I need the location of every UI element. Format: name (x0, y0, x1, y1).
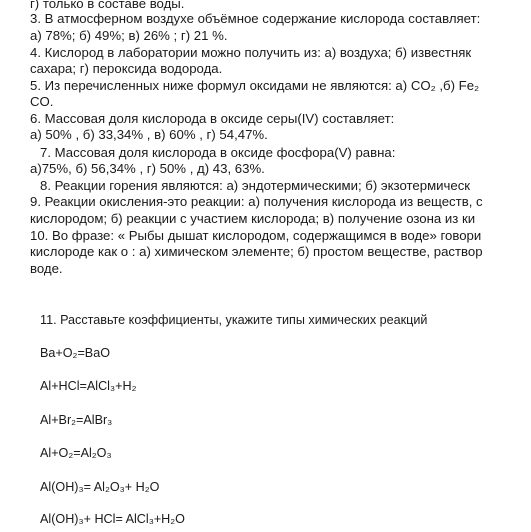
question-line: сахара; г) пероксида водорода. (30, 61, 223, 76)
equation: Al+HCl=AlCl₃+H₂ (40, 379, 137, 393)
equation: Al+Br₂=AlBr₃ (40, 413, 113, 427)
equation: Al(OH)₃+ HCl= AlCl₃+H₂O (40, 512, 185, 526)
question-line: воде. (30, 261, 63, 276)
question-line: кислороде как о : а) химическом элементе; б) простом веществе, раствор (30, 244, 483, 259)
question-line: 6. Массовая доля кислорода в оксиде серы(IV) составляет: (30, 111, 395, 126)
question-line: г) только в составе воды. (30, 0, 185, 11)
question-line: 4. Кислород в лаборатории можно получить из: а) воздуха; б) известняк (30, 45, 472, 60)
equation: Ba+O₂=BaO (40, 346, 110, 360)
question-line: а) 50% , б) 33,34% , в) 60% , г) 54,47%. (30, 127, 268, 142)
equation: Al+O₂=Al₂O₃ (40, 446, 112, 460)
question-line: 10. Во фразе: « Рыбы дышат кислородом, содержащимся в воде» говори (30, 228, 482, 243)
question-line: 5. Из перечисленных ниже формул оксидами не являются: а) CO₂ ,б) Fe₂ (30, 78, 480, 93)
question-line: 9. Реакции окисления-это реакции: а) получения кислорода из веществ, с (30, 194, 483, 209)
question-line: 7. Массовая доля кислорода в оксиде фосфора(V) равна: (40, 145, 396, 160)
question-line: 3. В атмосферном воздухе объёмное содержание кислорода составляет: (30, 11, 481, 26)
question-line: а)75%, б) 56,34% , г) 50% , д) 43, 63%. (30, 161, 265, 176)
question-line: кислородом; б) реакции с участием кислорода; в) получение озона из ки (30, 211, 476, 226)
question-line: CO. (30, 94, 54, 109)
task-title: 11. Расставьте коэффициенты, укажите типы химических реакций (40, 313, 428, 327)
question-line: а) 78%; б) 49%; в) 26% ; г) 21 %. (30, 28, 228, 43)
equation: Al(OH)₃= Al₂O₃+ H₂O (40, 480, 160, 494)
question-line: 8. Реакции горения являются: а) эндотермическими; б) экзотермическ (40, 178, 471, 193)
